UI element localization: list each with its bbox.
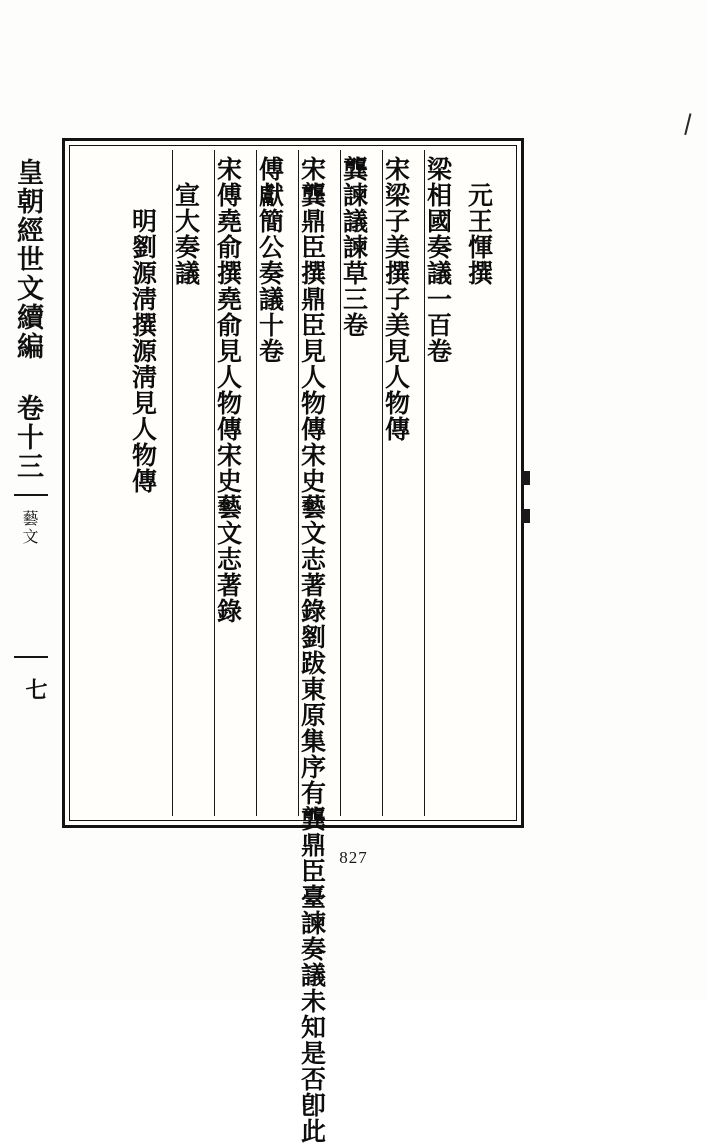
ink-smudge <box>675 111 692 135</box>
frame-edge-tick-upper <box>521 471 530 485</box>
entry-6-text: 宋傅堯俞撰堯俞見人物傳宋史藝文志著錄 <box>213 156 243 624</box>
column-entry-5 <box>256 150 298 816</box>
column-author-line <box>466 150 508 816</box>
column-entry-3 <box>340 150 382 816</box>
spine-rule-top <box>14 494 48 496</box>
column-entry-1 <box>424 150 466 816</box>
spine-rule-bottom <box>14 656 48 658</box>
entry-1-text: 梁相國奏議一百卷 <box>423 156 453 364</box>
entry-2-text: 宋梁子美撰子美見人物傳 <box>381 156 411 442</box>
entry-4-text: 宋龔鼎臣撰鼎臣見人物傳宋史藝文志著錄劉跋東原集序有龔鼎臣臺諫奏議未知是否卽此 <box>297 156 327 1144</box>
column-entry-7 <box>172 150 214 816</box>
column-entry-8 <box>130 150 172 816</box>
entry-3-text: 龔諫議諫草三卷 <box>339 156 369 338</box>
column-entry-2 <box>382 150 424 816</box>
column-entry-6 <box>214 150 256 816</box>
entry-8-text: 明劉源淸撰源淸見人物傳 <box>128 208 158 494</box>
entry-5-text: 傅獻簡公奏議十卷 <box>255 156 285 364</box>
entry-7-text: 宣大奏議 <box>171 182 201 286</box>
author-line-text: 元王惲撰 <box>464 182 494 286</box>
folio-number: 827 <box>339 848 368 867</box>
spine-column <box>14 158 60 818</box>
section-label: 藝文 <box>20 510 39 546</box>
frame-edge-tick-lower <box>521 509 530 523</box>
column-entry-4 <box>297 150 340 1144</box>
block-page-number: 七 <box>22 678 48 700</box>
book-title: 皇朝經世文續編 卷十三 <box>12 158 43 481</box>
